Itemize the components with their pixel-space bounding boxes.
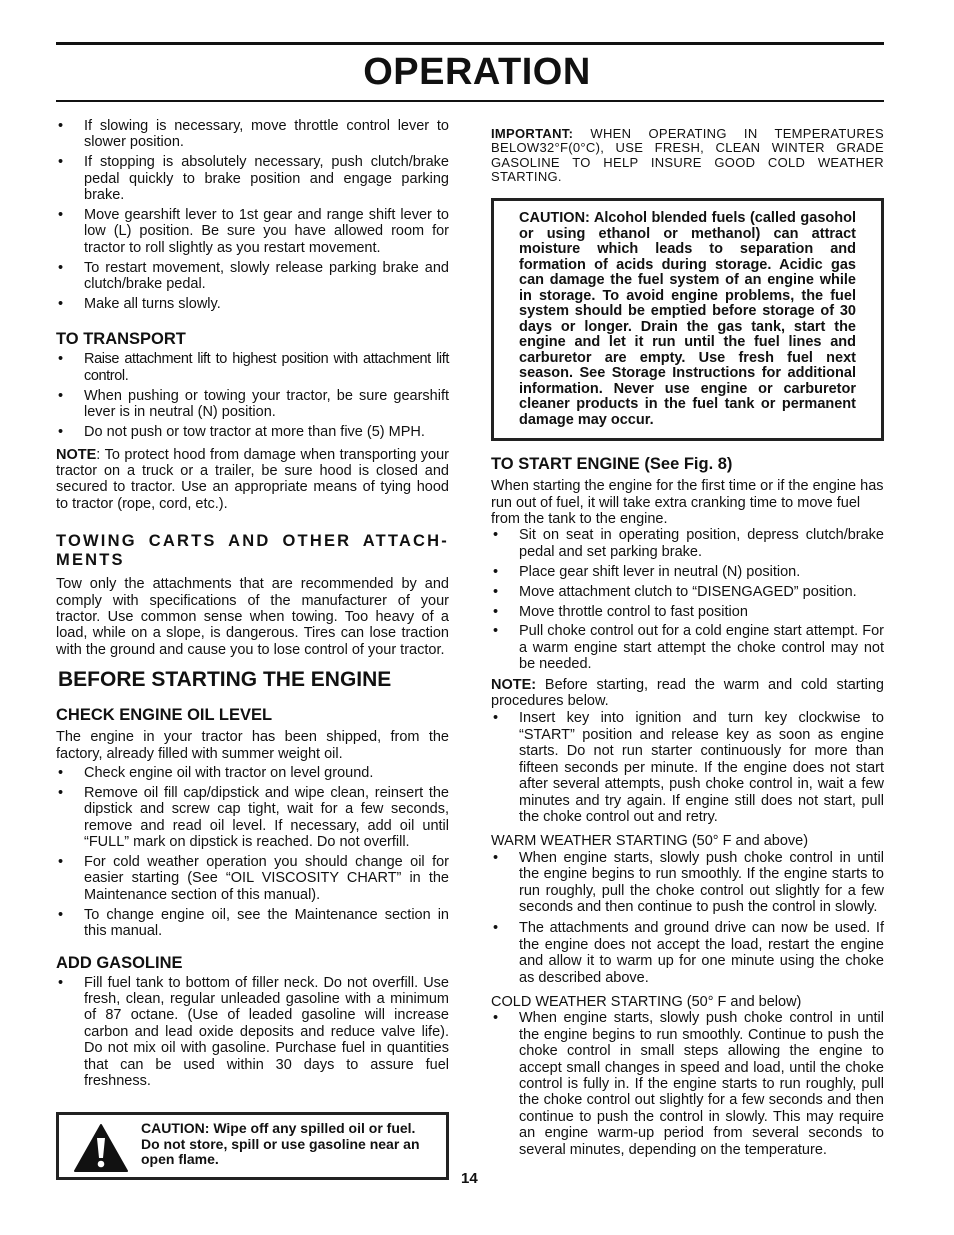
transport-note — [56, 447, 449, 513]
caution-text: CAUTION: Alcohol blended fuels (called gasohol or using ethanol or methanol) can attract moisture which leads to separation and formation of acids during storage. Acidic gas can damage the fuel system of an engine while in storage. To avoid engine problems, the fuel system should be emptied before storage of 30 days or longer. Drain the gas tank, start the engine and let it run until the fuel lines and carburetor are empty. Use fresh fuel next season. See Storage Instructions for additional information. Never use engine or carburetor cleaner products in the fuel tank or permanent damage may occur. — [519, 210, 856, 428]
list-item: • Raise attachment lift to highest position with attachment lift control. — [56, 351, 449, 384]
top-rule — [56, 42, 884, 45]
caution-text: CAUTION: Wipe off any spilled oil or fuel. Do not store, spill or use gasoline near an open flame. — [141, 1120, 420, 1167]
note-label: NOTE: — [491, 676, 537, 693]
transport-bullet-list — [56, 351, 449, 440]
list-item: • Place gear shift lever in neutral (N) position. — [491, 564, 884, 580]
right-column — [491, 127, 884, 1162]
important-notice — [491, 127, 884, 184]
list-item: • Move throttle control to fast position — [491, 604, 884, 620]
start-engine-text: When starting the engine for the first time or if the engine has run out of fuel, it will take extra cranking time to move fuel from the tank to the engine. — [491, 478, 884, 527]
section-heading-transport: TO TRANSPORT — [56, 330, 186, 349]
section-heading-before-starting: BEFORE STARTING THE ENGINE — [58, 668, 392, 692]
page-title: OPERATION — [363, 51, 591, 93]
list-item: • When engine starts, slowly push choke control in until the engine begins to run smoothly. Continue to push the choke control in small steps allowing the engine to accept small changes in speed and load, until the choke control is fully in. If the engine starts to run roughly, pull the choke control out slightly for a few seconds and then continue to push the control in slowly. This may require an engine warm-up period from several seconds to several minutes, depending on the temperature. — [491, 1010, 884, 1158]
note-text: : To protect hood from damage when transporting your tractor on a truck or a trailer, be sure hood is closed and secured to tractor. Use an appropriate means of tying hood to tractor (rope, cord, etc.). — [56, 446, 449, 512]
list-item: • To change engine oil, see the Maintenance section in this manual. — [56, 907, 449, 940]
oil-text: The engine in your tractor has been shipped, from the factory, already filled with summer weight oil. — [56, 729, 449, 762]
list-item: • Pull choke control out for a cold engine start attempt. For a warm engine start attempt the choke control may not be needed. — [491, 623, 884, 672]
list-item: • Make all turns slowly. — [56, 296, 449, 312]
start-bullet-list — [491, 527, 884, 672]
list-item: • Move gearshift lever to 1st gear and range shift lever to low (L) position. Be sure you have allowed room for tractor to roll slightly as you restart movement. — [56, 207, 449, 256]
list-item: • Fill fuel tank to bottom of filler neck. Do not overfill. Use fresh, clean, regular unleaded gasoline with a minimum of 87 octane. (Use of leaded gasoline will increase carbon and lead oxide deposits and reduce valve life). Do not mix oil with gasoline. Purchase fuel in quantities that can be used within 30 days to assure fuel freshness. — [56, 975, 449, 1090]
section-heading-gasoline: ADD GASOLINE — [56, 953, 183, 972]
caution-box-alcohol — [491, 198, 884, 441]
list-item: • When engine starts, slowly push choke control in until the engine begins to run smoothly. If the engine starts to run roughly, pull the choke control out slightly for a few seconds and then continue to push the control in slowly. — [491, 850, 884, 916]
important-label: IMPORTANT: — [491, 126, 574, 141]
warm-weather-heading: WARM WEATHER STARTING (50° F and above) — [491, 833, 809, 850]
towing-text: Tow only the attachments that are recommended by and comply with specifications of the manufacturer of your tractor. Use common sense when towing. Too heavy of a load, while on a slope, is dangerous. Tires can lose traction with the ground and cause you to lose control of your tractor. — [56, 576, 449, 658]
page-number: 14 — [461, 1170, 478, 1187]
list-item: • Remove oil fill cap/dipstick and wipe clean, reinsert the dipstick and screw cap tight, wait for a few seconds, remove and read oil level. If necessary, add oil until “FULL” mark on dipstick is reached. Do not overfill. — [56, 785, 449, 851]
key-bullet-list — [491, 710, 884, 825]
caution-box-spill — [56, 1112, 449, 1180]
cold-bullet-list — [491, 1010, 884, 1158]
list-item: • Sit on seat in operating position, depress clutch/brake pedal and set parking brake. — [491, 527, 884, 560]
list-item: • For cold weather operation you should change oil for easier starting (See “OIL VISCOSITY CHART” in the Maintenance section of this manual). — [56, 854, 449, 903]
section-heading-towing: TOWING CARTS AND OTHER ATTACH- MENTS — [56, 532, 449, 570]
list-item: • If stopping is absolutely necessary, push clutch/brake pedal quickly to brake position and engage parking brake. — [56, 154, 449, 203]
note-text: Before starting, read the warm and cold starting procedures below. — [491, 676, 884, 710]
title-rule — [56, 100, 884, 102]
list-item: • To restart movement, slowly release parking brake and clutch/brake pedal. — [56, 260, 449, 293]
section-heading-start-engine: TO START ENGINE (See Fig. 8) — [491, 455, 733, 474]
left-column — [56, 118, 449, 1093]
section-heading-oil: CHECK ENGINE OIL LEVEL — [56, 706, 273, 725]
start-note — [491, 677, 884, 710]
list-item: • The attachments and ground drive can now be used. If the engine does not accept the load, restart the engine and allow it to warm up for one minute using the choke as described above. — [491, 920, 884, 986]
warm-bullet-list — [491, 850, 884, 986]
intro-bullet-list — [56, 118, 449, 312]
oil-bullet-list — [56, 765, 449, 940]
list-item: • Insert key into ignition and turn key clockwise to “START” position and release key as soon as engine starts. Do not run starter continuously for more than fifteen seconds per minute. If the engine does not start after several attempts, push choke control in, wait a few minutes and try again. If engine still does not start, pull the choke control out and retry. — [491, 710, 884, 825]
note-label: NOTE — [56, 446, 97, 463]
list-item: • If slowing is necessary, move throttle control lever to slower position. — [56, 118, 449, 151]
list-item: • Move attachment clutch to “DISENGAGED” position. — [491, 584, 884, 600]
list-item: • When pushing or towing your tractor, be sure gearshift lever is in neutral (N) position. — [56, 388, 449, 421]
warning-triangle-icon — [73, 1123, 129, 1173]
gasoline-bullet-list — [56, 975, 449, 1090]
list-item: • Check engine oil with tractor on level ground. — [56, 765, 449, 781]
cold-weather-heading: COLD WEATHER STARTING (50° F and below) — [491, 993, 802, 1010]
list-item: • Do not push or tow tractor at more than five (5) MPH. — [56, 424, 449, 440]
important-text: WHEN OPERATING IN TEMPERATURES BELOW32°F(0°C), USE FRESH, CLEAN WINTER GRADE GASOLINE TO HELP INSURE GOOD COLD WEATHER STARTING. — [491, 126, 884, 184]
